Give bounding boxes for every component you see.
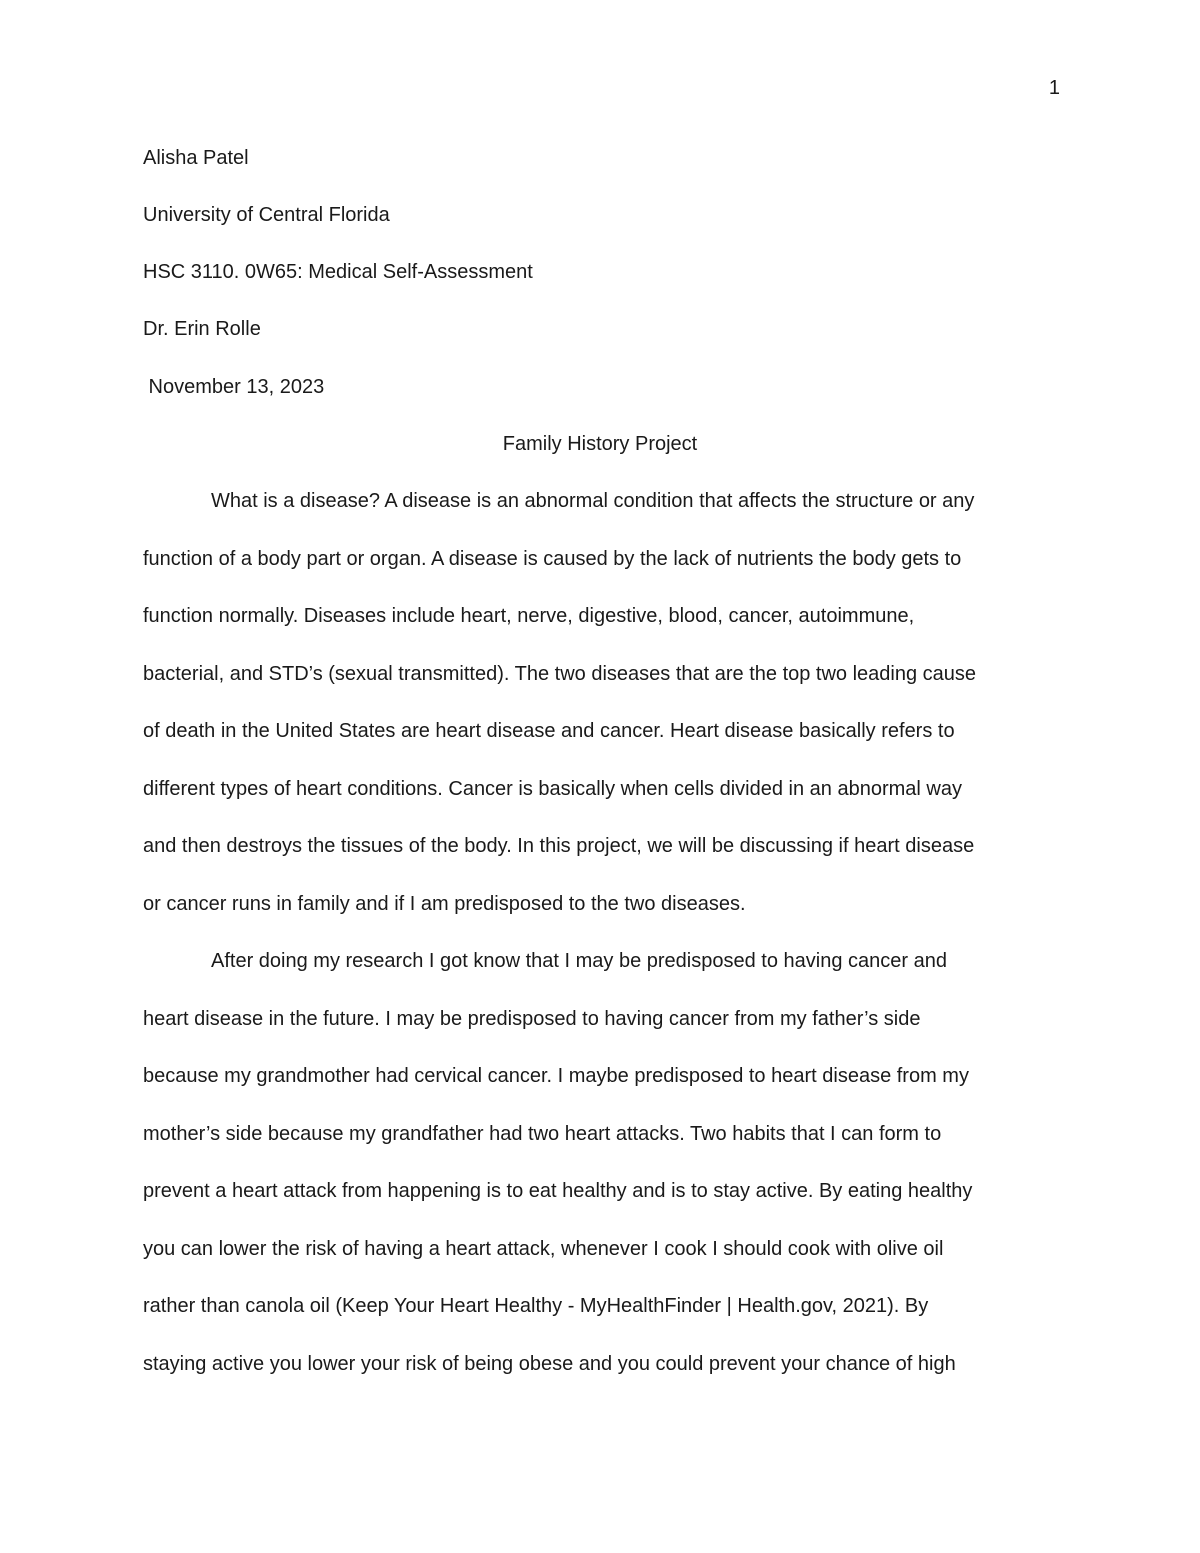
paragraph-line: mother’s side because my grandfather had two heart attacks. Two habits that I can form to (143, 1123, 942, 1145)
instructor-name: Dr. Erin Rolle (143, 318, 261, 340)
course-name: HSC 3110. 0W65: Medical Self-Assessment (143, 261, 533, 283)
paragraph-line: because my grandmother had cervical cancer. I maybe predisposed to heart disease from my (143, 1065, 969, 1087)
page-number: 1 (1048, 77, 1060, 99)
paragraph-line: you can lower the risk of having a heart attack, whenever I cook I should cook with olive oil (143, 1238, 944, 1260)
paragraph-line: After doing my research I got know that I may be predisposed to having cancer and (211, 950, 947, 972)
document-title: Family History Project (502, 433, 698, 455)
paragraph-line: bacterial, and STD’s (sexual transmitted). The two diseases that are the top two leading cause (143, 663, 977, 685)
paragraph-line: rather than canola oil (Keep Your Heart Healthy - MyHealthFinder | Health.gov, 2021). By (143, 1295, 929, 1317)
paragraph-line: different types of heart conditions. Cancer is basically when cells divided in an abnormal way (143, 778, 962, 800)
paragraph-line: function of a body part or organ. A disease is caused by the lack of nutrients the body gets to (143, 548, 962, 570)
paragraph-line: or cancer runs in family and if I am predisposed to the two diseases. (143, 893, 746, 915)
paragraph-line: heart disease in the future. I may be predisposed to having cancer from my father’s side (143, 1008, 921, 1030)
paragraph-line: of death in the United States are heart disease and cancer. Heart disease basically refers to (143, 720, 955, 742)
paragraph-line: What is a disease? A disease is an abnormal condition that affects the structure or any (211, 490, 975, 512)
paragraph-line: prevent a heart attack from happening is to eat healthy and is to stay active. By eating healthy (143, 1180, 973, 1202)
author-name: Alisha Patel (143, 147, 249, 169)
submission-date: November 13, 2023 (143, 376, 325, 398)
paragraph-line: staying active you lower your risk of being obese and you could prevent your chance of high (143, 1353, 956, 1375)
paragraph-line: function normally. Diseases include heart, nerve, digestive, blood, cancer, autoimmune, (143, 605, 915, 627)
school-name: University of Central Florida (143, 204, 390, 226)
paragraph-line: and then destroys the tissues of the body. In this project, we will be discussing if heart disease (143, 835, 975, 857)
